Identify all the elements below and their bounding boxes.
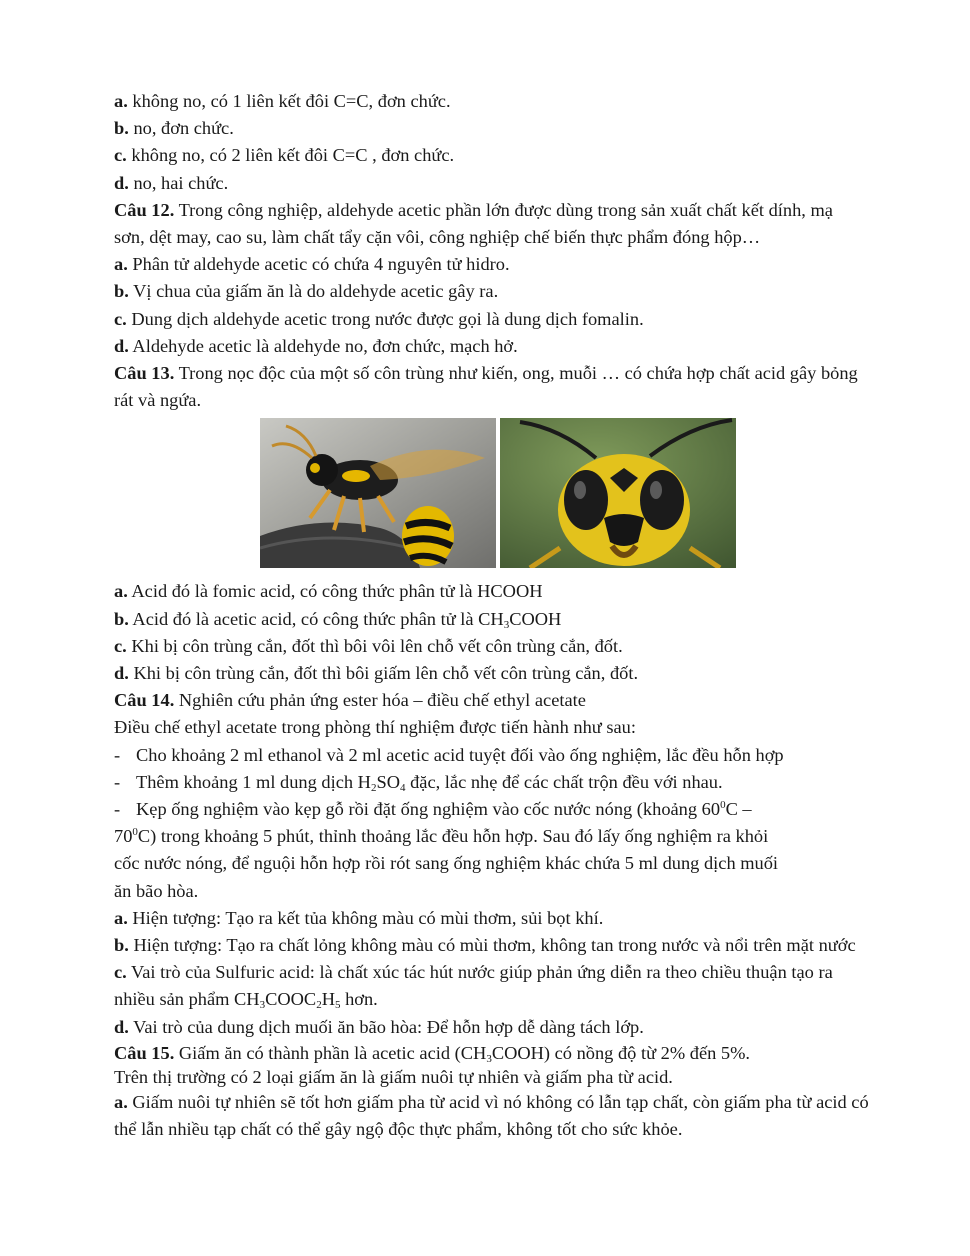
q14-option-a: a. Hiện tượng: Tạo ra kết tủa không màu có mùi thơm, sủi bọt khí. <box>114 907 604 928</box>
q14-step-3-line-2: $70^0C$) trong khoảng 5 phút, thỉnh thoảng lắc đều hỗn hợp. Sau đó lấy ống nghiệm ra khỏi <box>114 826 769 847</box>
q15-stem-2: Trên thị trường có 2 loại giấm ăn là giấm nuôi tự nhiên và giấm pha từ acid. <box>114 1066 673 1087</box>
wasp-side-photo <box>260 418 496 568</box>
q15-option-a: a. Giấm nuôi tự nhiên sẽ tốt hơn giấm pha từ acid vì nó không có lẫn tạp chất, còn giấm pha từ acid có thể lẫn nhiều tạp chất có thể gây ngộ độc thực phẩm, không tốt cho sức khỏe. <box>114 1091 869 1140</box>
q14-intro: Điều chế ethyl acetate trong phòng thí nghiệm được tiến hành như sau: <box>114 717 636 738</box>
wasp-face-photo <box>500 418 736 568</box>
q14-step-3-line-3: cốc nước nóng, để nguội hỗn hợp rồi rót sang ống nghiệm khác chứa 5 ml dung dịch muối <box>114 853 779 874</box>
q12-stem: Câu 12. Trong công nghiệp, aldehyde acetic phần lớn được dùng trong sản xuất chất kết dính, mạ sơn, dệt may, cao su, làm chất tẩy cặn vôi, công nghiệp chế biến thực phẩm đóng hộp… <box>114 199 833 248</box>
q11-option-d: d. no, hai chức. <box>114 172 229 193</box>
q14-option-d: d. Vai trò của dung dịch muối ăn bão hòa: Để hỗn hợp dễ dàng tách lớp. <box>114 1016 644 1037</box>
q13-option-d: d. Khi bị côn trùng cắn, đốt thì bôi giấm lên chỗ vết côn trùng cắn, đốt. <box>114 663 639 684</box>
q11-option-b: b. no, đơn chức. <box>114 118 234 139</box>
q14-stem: Câu 14. Nghiên cứu phản ứng ester hóa – điều chế ethyl acetate <box>114 690 586 711</box>
q14-option-b: b. Hiện tượng: Tạo ra chất lỏng không màu có mùi thơm, không tan trong nước và nổi trên mặt nước <box>114 935 856 956</box>
q12-option-d: d. Aldehyde acetic là aldehyde no, đơn chức, mạch hở. <box>114 335 518 356</box>
document-page <box>114 88 874 1143</box>
q13-option-a: a. Acid đó là fomic acid, có công thức phân tử là HCOOH <box>114 581 543 602</box>
insect-figure <box>114 418 874 568</box>
q12-option-a: a. Phân tử aldehyde acetic có chứa 4 nguyên tử hidro. <box>114 254 510 275</box>
q13-option-c: c. Khi bị côn trùng cắn, đốt thì bôi vôi lên chỗ vết côn trùng cắn, đốt. <box>114 635 623 656</box>
q14-step-3-line-4: ăn bão hòa. <box>114 880 199 901</box>
q11-option-a: a. không no, có 1 liên kết đôi C=C, đơn chức. <box>114 91 451 111</box>
q12-option-c: c. Dung dịch aldehyde acetic trong nước được gọi là dung dịch fomalin. <box>114 308 644 329</box>
q14-step-3: - Kẹp ống nghiệm vào kẹp gỗ rồi đặt ống nghiệm vào cốc nước nóng (khoảng $60^0C$ – <box>114 799 752 820</box>
q15-stem: Câu 15. Giấm ăn có thành phần là acetic acid $(CH_3COOH)$ có nồng độ từ 2% đến 5%. <box>114 1042 751 1065</box>
q11-option-c: c. không no, có 2 liên kết đôi C=C , đơn chức. <box>114 145 455 166</box>
q13-option-b: b. Acid đó là acetic acid, có công thức phân tử là $CH_3COOH$ <box>114 608 562 631</box>
q13-stem: Câu 13. Trong nọc độc của một số côn trùng như kiến, ong, muỗi … có chứa hợp chất acid gây bỏng rát và ngứa. <box>114 363 858 411</box>
q14-step-1: - Cho khoảng 2 ml ethanol và 2 ml acetic acid tuyệt đối vào ống nghiệm, lắc đều hỗn hợp <box>114 744 784 765</box>
q12-option-b: b. Vị chua của giấm ăn là do aldehyde acetic gây ra. <box>114 281 499 302</box>
q14-option-c: c. Vai trò của Sulfuric acid: là chất xúc tác hút nước giúp phản ứng diễn ra theo chiều thuận tạo ra nhiều sản phẩm $CH_3COOC_2H_5$ hơn. <box>114 962 833 1012</box>
q14-step-2: - Thêm khoảng 1 ml dung dịch $H_2SO_4$ đặc, lắc nhẹ để các chất trộn đều với nhau. <box>114 771 723 794</box>
